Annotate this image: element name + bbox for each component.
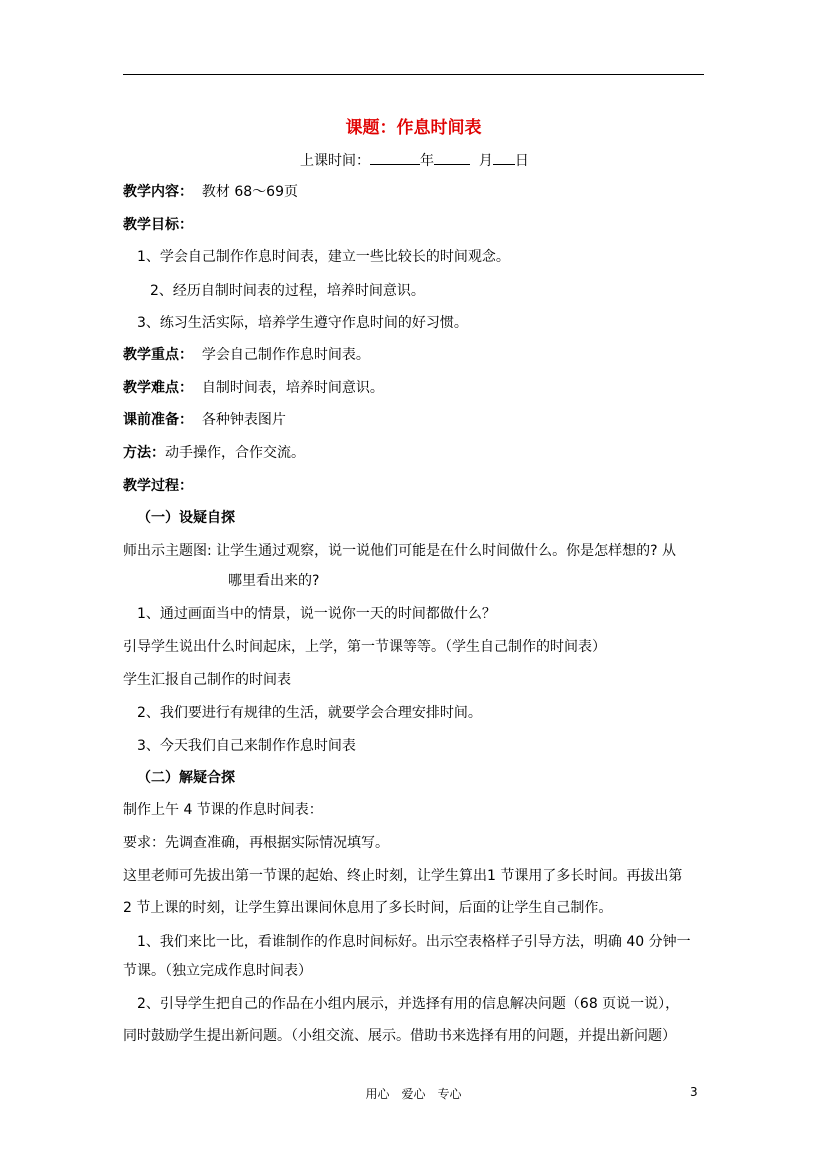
body-line: 要求：先调查准确，再根据实际情况填写。 bbox=[123, 835, 389, 851]
section-heading: （一）设疑自探 bbox=[137, 510, 235, 526]
header-rule bbox=[123, 74, 704, 75]
body-line: 节课。（独立完成作息时间表） bbox=[123, 963, 312, 979]
body-line: 引导学生说出什么时间起床，上学，第一节课等等。（学生自己制作的时间表） bbox=[123, 639, 606, 655]
body-line: 这里老师可先拔出第一节课的起始、终止时刻，让学生算出1 节课用了多长时间。再拔出第 bbox=[123, 868, 683, 884]
preparation: 课前准备： 各种钟表图片 bbox=[123, 412, 286, 428]
body-line: 学生汇报自己制作的时间表 bbox=[123, 672, 291, 688]
month-blank bbox=[434, 149, 470, 165]
page-footer: 用心 爱心 专心 bbox=[365, 1087, 462, 1101]
goal-item: 2、经历自制时间表的过程，培养时间意识。 bbox=[150, 283, 425, 299]
body-line: 制作上午 4 节课的作息时间表： bbox=[123, 802, 323, 818]
body-line: 2、我们要进行有规律的生活，就要学会合理安排时间。 bbox=[137, 705, 482, 721]
page-number: 3 bbox=[690, 1085, 698, 1099]
goals-heading: 教学目标： bbox=[123, 217, 193, 233]
body-line: 1、我们来比一比，看谁制作的作息时间标好。出示空表格样子引导方法，明确 40 分钟一 bbox=[137, 934, 691, 950]
body-line: 1、通过画面当中的情景，说一说你一天的时间都做什么？ bbox=[137, 606, 496, 622]
year-blank bbox=[370, 149, 420, 165]
difficulty: 教学难点： 自制时间表，培养时间意识。 bbox=[123, 380, 384, 396]
teaching-content: 教学内容： 教材 68～69页 bbox=[123, 184, 298, 200]
method: 方法：动手操作，合作交流。 bbox=[123, 445, 305, 461]
section-heading: （二）解疑合探 bbox=[137, 770, 235, 786]
body-line: 2、引导学生把自己的作品在小组内展示，并选择有用的信息解决问题（68 页说一说）， bbox=[137, 996, 680, 1012]
goal-item: 1、学会自己制作作息时间表，建立一些比较长的时间观念。 bbox=[137, 249, 510, 265]
page-title: 课题：作息时间表 bbox=[345, 118, 482, 138]
process-heading: 教学过程： bbox=[123, 478, 193, 494]
body-line: 哪里看出来的? bbox=[228, 573, 320, 589]
body-line: 3、今天我们自己来制作作息时间表 bbox=[137, 738, 356, 754]
body-line: 同时鼓励学生提出新问题。（小组交流、展示。借助书来选择有用的问题，并提出新问题） bbox=[123, 1028, 676, 1044]
goal-item: 3、练习生活实际，培养学生遵守作息时间的好习惯。 bbox=[137, 315, 468, 331]
body-line: 师出示主题图: 让学生通过观察，说一说他们可能是在什么时间做什么。你是怎样想的? 从 bbox=[123, 543, 677, 559]
key-point: 教学重点： 学会自己制作作息时间表。 bbox=[123, 347, 370, 363]
day-blank bbox=[493, 149, 515, 165]
body-line: 2 节上课的时刻，让学生算出课间休息用了多长时间，后面的让学生自己制作。 bbox=[123, 900, 613, 916]
class-time-line: 上课时间： 年 月 日 bbox=[300, 149, 529, 171]
